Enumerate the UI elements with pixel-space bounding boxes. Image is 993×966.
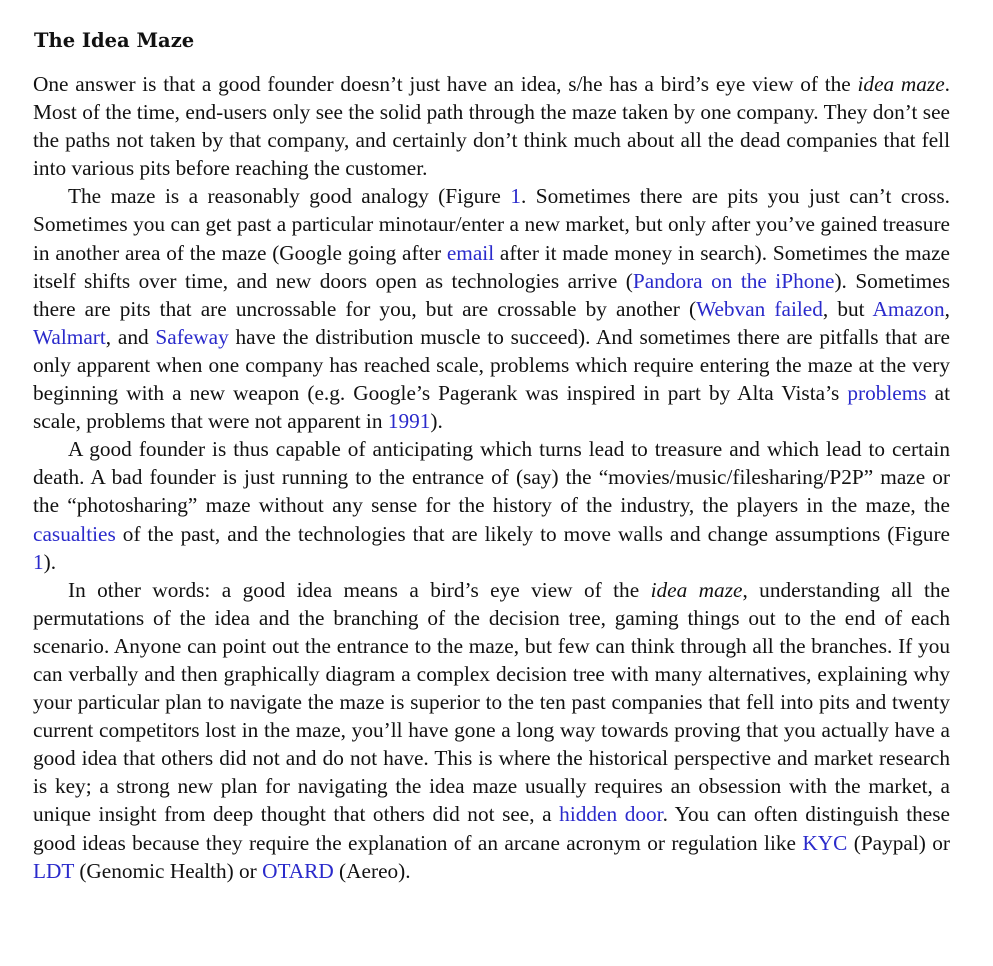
text-span: ). Sometimes there are pits that are uncrossable for you, but are crossable by another ( [33, 268, 950, 321]
text-span: have the distribution muscle to succeed). And sometimes there are pitfalls that are only apparent when one company has reached scale, problems which require entering the maze at the very beginning with a new weapon (e.g. Google’s Pagerank was inspired in part by Alta Vista’s [33, 324, 950, 406]
text-span: The maze is a reasonably good analogy (Figure [68, 184, 511, 209]
emphasis-idea-maze: idea maze [650, 577, 743, 602]
document-page [33, 28, 950, 885]
webvan-link[interactable]: Webvan failed [696, 296, 823, 321]
text-span: after it made money in search). Sometimes the maze itself shifts over time, and new doors open as technologies arrive ( [33, 240, 950, 293]
safeway-link[interactable]: Safeway [155, 324, 229, 349]
problems-link[interactable]: problems [847, 381, 927, 406]
text-span: (Genomic Health) or [74, 858, 263, 883]
emphasis-idea-maze: idea maze [857, 72, 945, 96]
text-span: (Paypal) or [847, 830, 950, 855]
text-span: at scale, problems that were not apparent in [33, 381, 950, 434]
text-span: In other words: a good idea means a bird’s eye view of the [68, 577, 651, 602]
text-span: , understanding all the permutations of the idea and the branching of the decision tree, gaming things out to the end of each scenario. Anyone can point out the entrance to the maze, but few can think through all the branches. If you can verbally and then graphically diagram a complex decision tree with many alternatives, explaining why your particular plan to navigate the maze is superior to the ten past companies that fell into pits and twenty current competitors lost in the maze, you’ll have gone a long way towards proving that you actually have a good idea that others did not and do not have. This is where the historical perspective and market research is key; a strong new plan for navigating the idea maze usually requires an obsession with the market, a unique insight from deep thought that others did not see, a [33, 577, 950, 827]
pandora-link[interactable]: Pandora on the iPhone [632, 268, 835, 293]
paragraph-3 [33, 435, 950, 575]
amazon-link[interactable]: Amazon [872, 296, 945, 321]
figure-link[interactable]: 1 [33, 549, 44, 574]
kyc-link[interactable]: KYC [802, 830, 848, 855]
paragraph-2 [33, 182, 950, 435]
email-link[interactable]: email [446, 240, 495, 265]
text-span: . You can often distinguish these good ideas because they require the explanation of an arcane acronym or regulation like [33, 802, 950, 855]
walmart-link[interactable]: Walmart [33, 324, 106, 349]
text-span: , [944, 296, 950, 321]
text-span: A good founder is thus capable of anticipating which turns lead to treasure and which lead to certain death. A bad founder is just running to the entrance of (say) the “movies/music/filesharing/P2P” maze or the “photosharing” maze without any sense for the history of the industry, the players in the maze, the [33, 437, 950, 518]
text-span: (Aereo). [333, 858, 411, 883]
otard-link[interactable]: OTARD [262, 858, 334, 883]
text-span: , but [822, 296, 873, 321]
year-1991-link[interactable]: 1991 [387, 409, 431, 434]
text-span: . Sometimes there are pits you just can’t cross. Sometimes you can get past a particular minotaur/enter a new market, but only after you’ve gained treasure in another area of the maze (Google going after [33, 184, 950, 265]
text-span: . Most of the time, end-users only see the solid path through the maze taken by one company. They don’t see the paths not taken by that company, and certainly don’t think much about all the dead companies that fell into various pits before reaching the customer. [33, 72, 950, 181]
text-span: ). [430, 409, 443, 434]
hidden-door-link[interactable]: hidden door [559, 802, 663, 827]
ldt-link[interactable]: LDT [33, 858, 75, 883]
text-span: ). [43, 549, 57, 574]
text-span: One answer is that a good founder doesn’t just have an idea, s/he has a bird’s eye view of the [33, 72, 858, 96]
text-span: , and [105, 324, 156, 349]
text-span: of the past, and the technologies that are likely to move walls and change assumptions (Figure [115, 521, 950, 546]
paragraph-1 [33, 70, 950, 182]
figure-link[interactable]: 1 [510, 184, 521, 209]
section-heading: The Idea Maze [34, 29, 195, 52]
paragraph-4 [33, 576, 950, 885]
casualties-link[interactable]: casualties [33, 521, 116, 546]
